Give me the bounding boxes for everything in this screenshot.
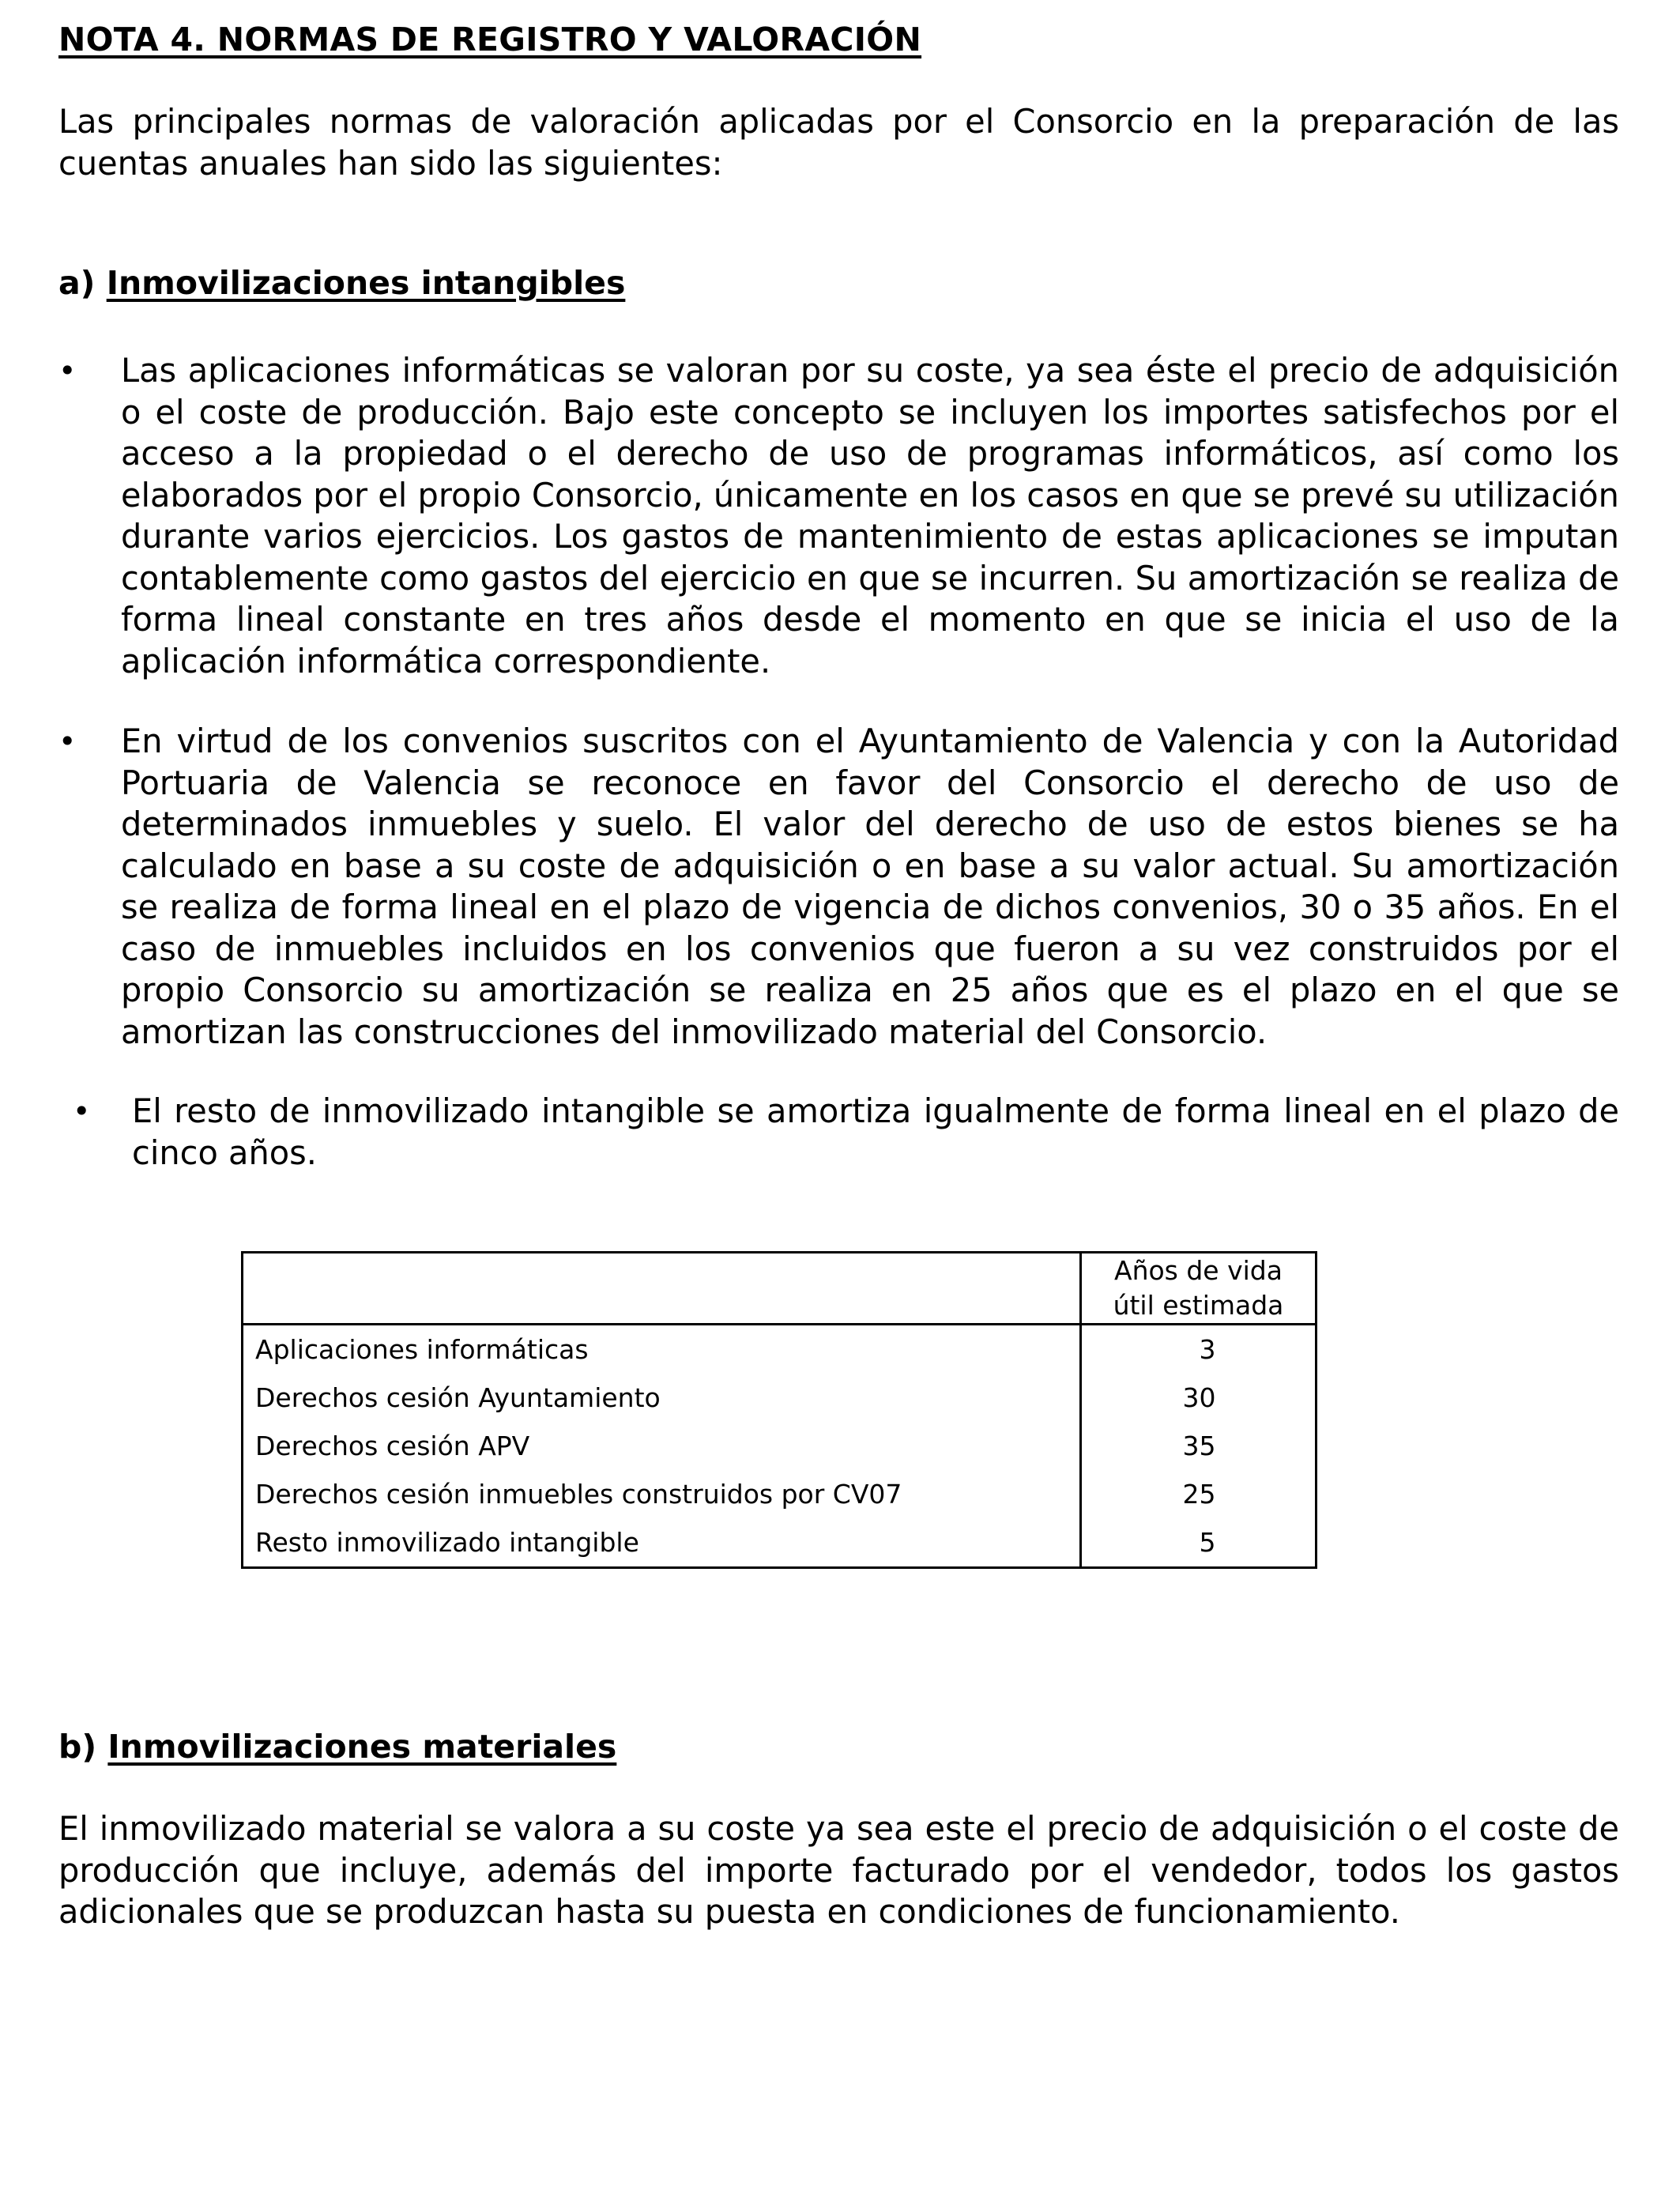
bullet-icon: •: [73, 1094, 91, 1129]
table-row: [243, 1325, 1317, 1374]
section-a-heading: [58, 264, 625, 302]
table-value-text: 5: [1199, 1527, 1216, 1558]
table-header-row: [243, 1253, 1317, 1325]
bullet-icon: •: [58, 353, 77, 388]
table-row-label: Derechos cesión APV: [243, 1422, 1081, 1470]
section-b-title: Inmovilizaciones materiales: [107, 1728, 617, 1766]
table-row-label: Resto inmovilizado intangible: [243, 1518, 1081, 1568]
table-row-label: Derechos cesión inmuebles construidos por CV07: [243, 1470, 1081, 1518]
bullet-icon: •: [58, 724, 77, 759]
table-value-text: 35: [1182, 1431, 1216, 1461]
table-header-empty-cell: [243, 1253, 1081, 1325]
table-row-value: [1081, 1374, 1317, 1422]
table-row: [243, 1374, 1317, 1422]
table-row-value: [1081, 1325, 1317, 1374]
table-value-text: 30: [1182, 1382, 1216, 1413]
section-a-title: Inmovilizaciones intangibles: [106, 264, 626, 302]
section-b-heading: [58, 1728, 616, 1766]
useful-life-table: [241, 1251, 1317, 1569]
page-title: NOTA 4. NORMAS DE REGISTRO Y VALORACIÓN: [58, 21, 922, 58]
table-value-text: 3: [1199, 1334, 1216, 1365]
bullet-text: Las aplicaciones informáticas se valoran por su coste, ya sea éste el precio de adquisición o el coste de producción. Bajo este concepto se incluyen los importes satisfechos por el acceso a la propiedad o el derecho de uso de programas informáticos, así como los elaborados por el propio Consorcio, únicamente en los casos en que se prevé su utilización durante varios ejercicios. Los gastos de mantenimiento de estas aplicaciones se imputan contablemente como gastos del ejercicio en que se incurren. Su amortización se realiza de forma lineal constante en tres años desde el momento en que se inicia el uso de la aplicación informática correspondiente.: [121, 351, 1619, 680]
table-header-line: útil estimada: [1113, 1290, 1284, 1321]
table-row: [243, 1470, 1317, 1518]
table-value-text: 25: [1182, 1479, 1216, 1510]
table-row-label: Aplicaciones informáticas: [243, 1325, 1081, 1374]
table-row-value: [1081, 1422, 1317, 1470]
table-row-value: [1081, 1470, 1317, 1518]
section-b-paragraph: El inmovilizado material se valora a su coste ya sea este el precio de adquisición o el coste de producción que incluye, además del importe facturado por el vendedor, todos los gastos adicionales que se produzcan hasta su puesta en condiciones de funcionamiento.: [58, 1809, 1619, 1931]
table-header-line: Años de vida: [1114, 1255, 1283, 1286]
table-row-label: Derechos cesión Ayuntamiento: [243, 1374, 1081, 1422]
bullet-text: El resto de inmovilizado intangible se amortiza igualmente de forma lineal en el plazo de cinco años.: [132, 1091, 1619, 1172]
table-row: [243, 1518, 1317, 1568]
section-b-prefix: b): [58, 1728, 108, 1766]
intro-paragraph: Las principales normas de valoración aplicadas por el Consorcio en la preparación de las cuentas anuales han sido las siguientes:: [58, 102, 1619, 183]
table-header-useful-life: [1081, 1253, 1317, 1325]
table-row: [243, 1422, 1317, 1470]
table-row-value: [1081, 1518, 1317, 1568]
section-a-prefix: a): [58, 264, 107, 302]
bullet-text: En virtud de los convenios suscritos con el Ayuntamiento de Valencia y con la Autoridad Portuaria de Valencia se reconoce en favor del Consorcio el derecho de uso de determinados inmuebles y suelo. El valor del derecho de uso de estos bienes se ha calculado en base a su coste de adquisición o en base a su valor actual. Su amortización se realiza de forma lineal en el plazo de vigencia de dichos convenios, 30 o 35 años. En el caso de inmuebles incluidos en los convenios que fueron a su vez construidos por el propio Consorcio su amortización se realiza en 25 años que es el plazo en el que se amortizan las construcciones del inmovilizado material del Consorcio.: [121, 722, 1619, 1051]
